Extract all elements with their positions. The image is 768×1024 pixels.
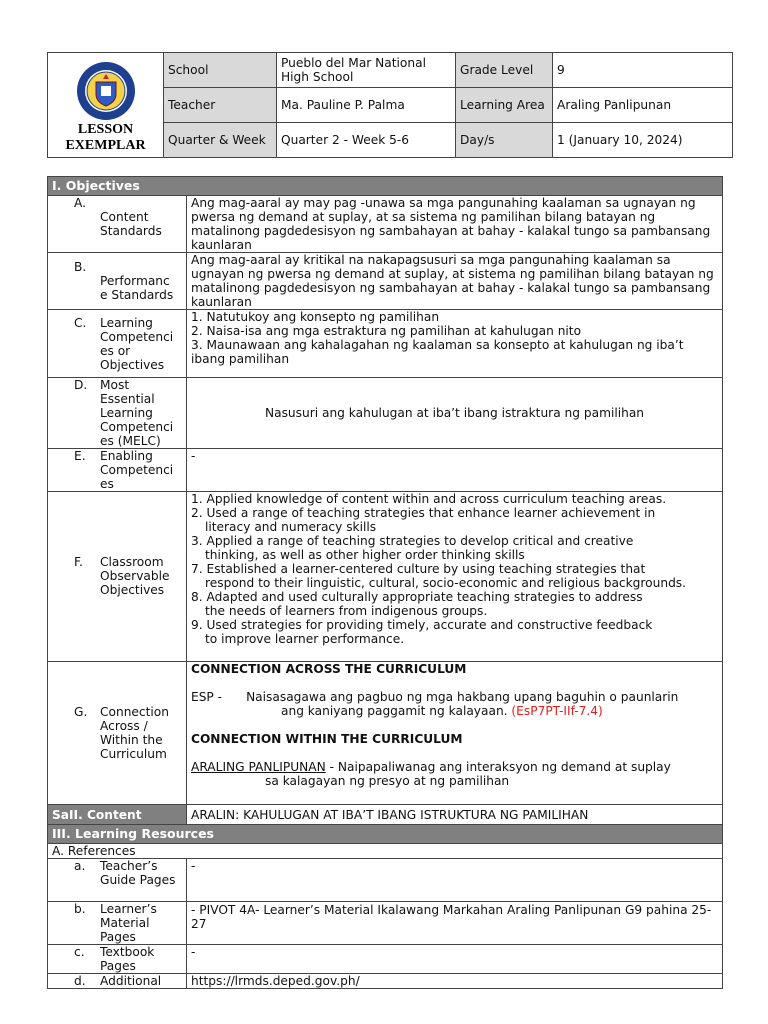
days-label: Day/s (456, 123, 553, 158)
deped-seal-icon (68, 60, 144, 122)
enabling-competencies-text: - (187, 449, 723, 492)
row-letter: A. (74, 196, 86, 210)
logo-title-line1: LESSON (77, 122, 134, 137)
teacher-label: Teacher (164, 88, 277, 123)
days-value: 1 (January 10, 2024) (553, 123, 733, 158)
within-title: CONNECTION WITHIN THE CURRICULUM (191, 732, 463, 746)
row-label-learning-competencies (48, 310, 187, 378)
row-label-performance-standards (48, 253, 187, 310)
melc-text: Nasusuri ang kahulugan at iba’t ibang istraktura ng pamilihan (187, 378, 723, 449)
quarter-label: Quarter & Week (164, 123, 277, 158)
list-item: 2. Naisa-isa ang mga estraktura ng pamilihan at kahulugan nito (191, 324, 582, 338)
row-label-text: Enabling Competenci es (100, 449, 174, 491)
row-label-text: Additional (100, 974, 162, 988)
list-item: 8. Adapted and used culturally appropriate teaching strategies to address the needs of learners from indigenous groups. (191, 590, 643, 618)
performance-standards-text: Ang mag-aaral ay kritikal na nakapagsusuri sa mga pangunahing kaalaman sa ugnayan ng pwersa ng demand at suplay, at sistema ng pamilihan bilang batayan ng matalinong pagdedesisyon ng sambahayan at bahay - kalakal tungo sa pambansang kaunlaran (187, 253, 723, 310)
ap-line: ARALING PANLIPUNAN - Naipapaliwanag ang interaksyon ng demand at suplay (191, 760, 671, 774)
row-letter: F. (74, 555, 83, 569)
additional-link[interactable]: https://lrmds.deped.gov.ph/ (187, 974, 723, 989)
across-title: CONNECTION ACROSS THE CURRICULUM (191, 662, 467, 676)
esp-line-2: ang kaniyang paggamit ng kalayaan. (EsP7PT-IIf-7.4) (281, 704, 603, 718)
row-label-text: Learner’s Material Pages (100, 902, 157, 944)
row-letter: a. (74, 859, 86, 873)
connection-cell (187, 662, 723, 805)
list-item: 9. Used strategies for providing timely, accurate and constructive feedback to improve learner performance. (191, 618, 653, 646)
row-label-melc (48, 378, 187, 449)
row-label-text: Classroom Observable Objectives (100, 555, 170, 597)
learning-competencies-list (187, 310, 723, 378)
row-letter: b. (74, 902, 86, 916)
row-letter: c. (74, 945, 85, 959)
area-value: Araling Panlipunan (553, 88, 733, 123)
row-label-text: Most Essential Learning Competenci es (MELC) (100, 378, 174, 448)
row-letter: C. (74, 316, 87, 330)
row-label-additional (48, 974, 187, 989)
content-heading: SaII. Content (48, 805, 187, 825)
lesson-table (47, 176, 723, 989)
row-label-classroom-objectives (48, 492, 187, 662)
row-label-text: Learning Competenci es or Objectives (100, 316, 174, 372)
ap-line-2: sa kalagayan ng presyo at ng pamilihan (265, 774, 510, 788)
row-label-teachers-guide (48, 859, 187, 902)
list-item: 2. Used a range of teaching strategies that enhance learner achievement in literacy and numeracy skills (191, 506, 656, 534)
objectives-heading: I. Objectives (48, 177, 723, 196)
row-letter: G. (74, 705, 88, 719)
row-label-text: Teacher’s Guide Pages (100, 859, 176, 887)
resources-heading: III. Learning Resources (48, 825, 723, 844)
row-label-text: Performanc e Standards (100, 274, 174, 302)
ap-label: ARALING PANLIPUNAN (191, 760, 326, 774)
row-label-textbook (48, 945, 187, 974)
row-letter: B. (74, 260, 87, 274)
row-label-text: Textbook Pages (100, 945, 155, 973)
content-text: ARALIN: KAHULUGAN AT IBA’T IBANG ISTRUKTURA NG PAMILIHAN (187, 805, 723, 825)
row-label-enabling-competencies (48, 449, 187, 492)
header-table (47, 52, 733, 158)
row-label-content-standards (48, 196, 187, 253)
row-label-text: Connection Across / Within the Curriculum (100, 705, 169, 761)
esp-code: (EsP7PT-IIf-7.4) (511, 704, 603, 718)
logo-cell (48, 53, 164, 158)
grade-label: Grade Level (456, 53, 553, 88)
list-item: 1. Applied knowledge of content within and across curriculum teaching areas. (191, 492, 667, 506)
classroom-objectives-list (187, 492, 723, 662)
area-label: Learning Area (456, 88, 553, 123)
row-label-learners-material (48, 902, 187, 945)
esp-label: ESP - (191, 690, 223, 704)
school-label: School (164, 53, 277, 88)
esp-line: ESP - Naisasagawa ang pagbuo ng mga hakbang upang baguhin o paunlarin (191, 690, 679, 704)
learners-material-text: - PIVOT 4A- Learner’s Material Ikalawang Markahan Araling Panlipunan G9 pahina 25-27 (187, 902, 723, 945)
school-value: Pueblo del Mar National High School (277, 53, 456, 88)
quarter-value: Quarter 2 - Week 5-6 (277, 123, 456, 158)
row-label-text: Content Standards (100, 210, 162, 238)
textbook-text: - (187, 945, 723, 974)
teachers-guide-text: - (187, 859, 723, 902)
grade-value: 9 (553, 53, 733, 88)
list-item: 7. Established a learner-centered culture by using teaching strategies that respond to their linguistic, cultural, socio-economic and religious backgrounds. (191, 562, 687, 590)
row-label-connection (48, 662, 187, 805)
row-letter: d. (74, 974, 86, 988)
content-standards-text: Ang mag-aaral ay may pag -unawa sa mga pangunahing kaalaman sa ugnayan ng pwersa ng demand at suplay, at sa sistema ng pamilihan bilang batayan ng matalinong pagdedesisyon ng sambahayan at bahay - kalakal tungo sa pambansang kaunlaran (187, 196, 723, 253)
list-item: 3. Maunawaan ang kahalagahan ng kaalaman sa konsepto at kahulugan ng iba’t ibang pamilihan (191, 338, 684, 366)
references-label: A. References (48, 844, 723, 859)
list-item: 1. Natutukoy ang konsepto ng pamilihan (191, 310, 440, 324)
teacher-value: Ma. Pauline P. Palma (277, 88, 456, 123)
list-item: 3. Applied a range of teaching strategies to develop critical and creative thinking, as well as other higher order thinking skills (191, 534, 634, 562)
logo-title-line2: EXEMPLAR (65, 138, 146, 153)
row-letter: E. (74, 449, 86, 463)
row-letter: D. (74, 378, 88, 392)
